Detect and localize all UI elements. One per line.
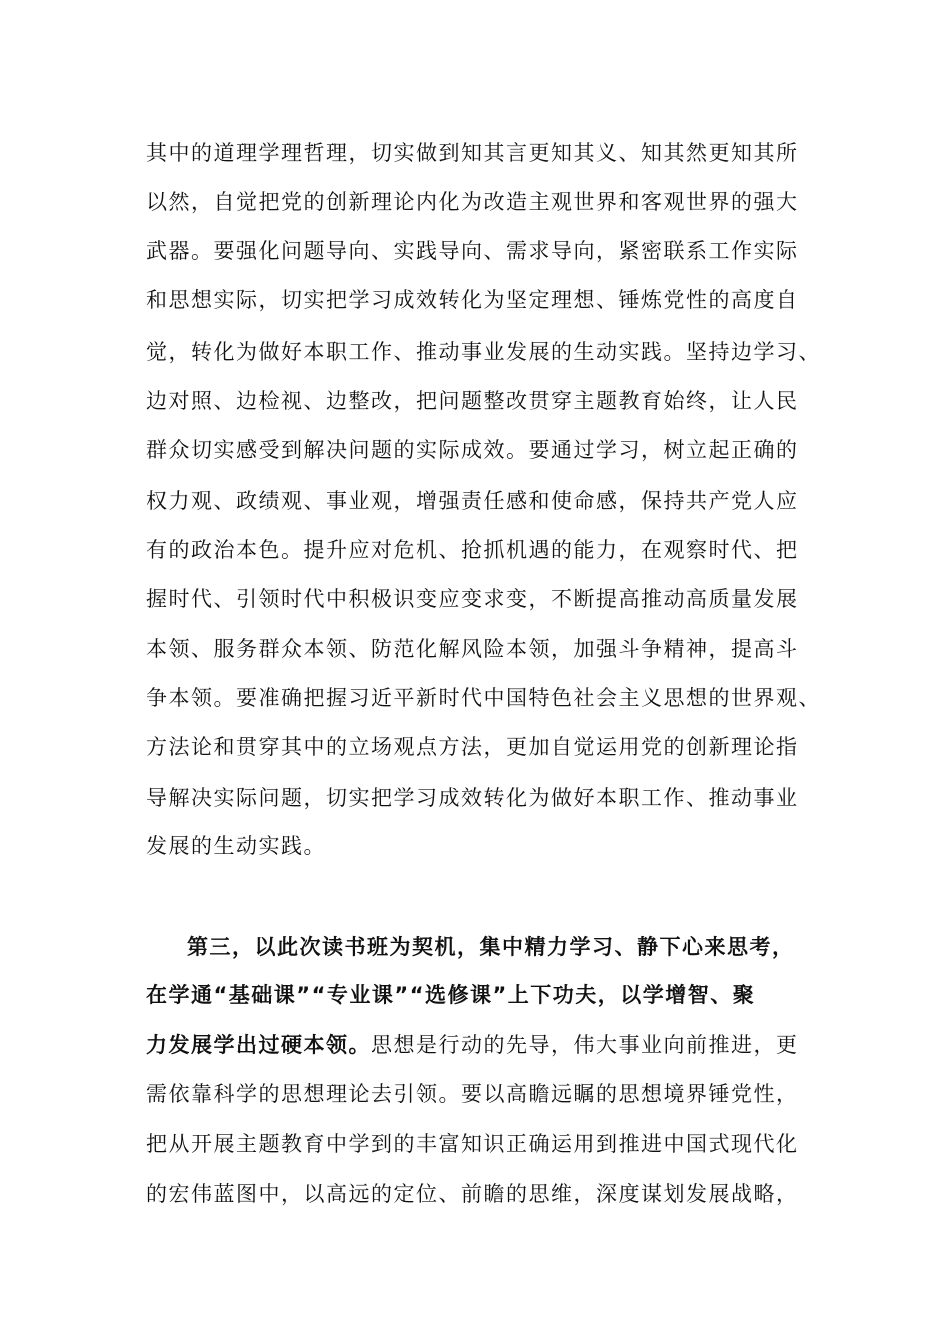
paragraph-1-line: 其中的道理学理哲理，切实做到知其言更知其义、知其然更知其所 [146,141,799,165]
paragraph-2-mixed-line [146,1031,799,1059]
paragraph-1-line: 握时代、引领时代中积极识变应变求变，不断提高推动高质量发展 [146,587,799,611]
paragraph-2-line: 需依靠科学的思想理论去引领。要以高瞻远瞩的思想境界锤党性， [146,1082,799,1106]
paragraph-2-line: 的宏伟蓝图中，以高远的定位、前瞻的思维，深度谋划发展战略， [146,1182,799,1206]
paragraph-2-body-start: 思想是行动的先导，伟大事业向前推进，更 [371,1033,799,1057]
paragraph-1-line: 权力观、政绩观、事业观，增强责任感和使命感，保持共产党人应 [146,489,799,513]
paragraph-2-line: 把从开展主题教育中学到的丰富知识正确运用到推进中国式现代化 [146,1132,799,1156]
paragraph-1-line: 武器。要强化问题导向、实践导向、需求导向，紧密联系工作实际 [146,239,799,263]
paragraph-1-line: 觉，转化为做好本职工作、推动事业发展的生动实践。坚持边学习、 [146,340,821,364]
paragraph-1-line: 群众切实感受到解决问题的实际成效。要通过学习，树立起正确的 [146,438,799,462]
paragraph-1-line: 有的政治本色。提升应对危机、抢抓机遇的能力，在观察时代、把 [146,538,799,562]
paragraph-1-line: 边对照、边检视、边整改，把问题整改贯穿主题教育始终，让人民 [146,389,799,413]
paragraph-1-line: 发展的生动实践。 [146,834,326,858]
paragraph-1-line: 方法论和贯穿其中的立场观点方法，更加自觉运用党的创新理论指 [146,735,799,759]
paragraph-2-heading-tail: 力发展学出过硬本领。 [146,1033,371,1057]
paragraph-2-heading-line: 在学通“基础课”“专业课”“选修课”上下功夫，以学增智、聚 [146,983,756,1007]
paragraph-1-line: 和思想实际，切实把学习成效转化为坚定理想、锤炼党性的高度自 [146,288,799,312]
paragraph-1-line: 导解决实际问题，切实把学习成效转化为做好本职工作、推动事业 [146,786,799,810]
paragraph-1-line: 以然，自觉把党的创新理论内化为改造主观世界和客观世界的强大 [146,190,799,214]
paragraph-1-line: 本领、服务群众本领、防范化解风险本领，加强斗争精神，提高斗 [146,637,799,661]
paragraph-2-heading-line: 第三，以此次读书班为契机，集中精力学习、静下心来思考， [187,935,795,959]
paragraph-1-line: 争本领。要准确把握习近平新时代中国特色社会主义思想的世界观、 [146,686,821,710]
